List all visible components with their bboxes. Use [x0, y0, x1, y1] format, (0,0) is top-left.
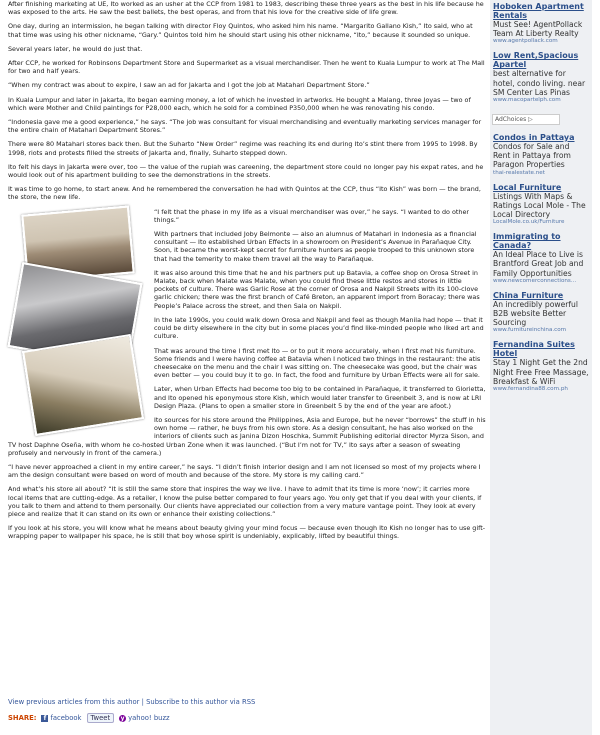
facebook-icon: f [41, 715, 48, 722]
ad-title[interactable]: Hoboken Apartment Rentals [493, 2, 584, 20]
sponsored-ad[interactable] [490, 131, 592, 181]
article-paragraph: It was time to go home, to start anew. And he remembered the conversation he had with Quintos at the CCP, thus “Ito Kish” was born — the brand, the store, the new life. [8, 185, 481, 202]
facebook-label: facebook [50, 714, 82, 722]
ad-url[interactable]: www.agentpollack.com [493, 38, 558, 45]
share-bar [8, 713, 170, 723]
ad-url[interactable]: thai-realestate.net [493, 169, 545, 176]
article-paragraph: In the late 1990s, you could walk down Orosa and Nakpil and feel as though Manila had hope — that it could be dirty elsewhere in the city but in some places you’d find like-minded people who liked art and culture. [154, 315, 484, 341]
article-paragraph: Ito sources for his store around the Philippines, Asia and Europe, but he never “borrows” the stuff in his own home — rather, he buys from his own store. As a design consultant, he has also worked on the interiors of clients such as Janina Dizon Hoschka, Summit Publishing editorial director Myrza Sison, and TV host Daphne Oseña, with whom he co-hosted Urban Zone when it was launched. (“But I’m not for TV,” Ito says after a season of sweating profusely and nervously in front of the camera.) [8, 415, 486, 457]
article-paragraph: Later, when Urban Effects had become too big to be contained in Parañaque, it transferred to Glorietta, and Ito opened his eponymous store Kish, which would later transfer to Greenbelt 3, and is now at LRI Design Plaza. (Plans to open a smaller store in Greenbelt 5 by the end of the year are afoot.) [154, 385, 486, 410]
ad-title[interactable]: Immigrating to Canada? [493, 232, 561, 251]
article-paragraph: “When my contract was about to expire, I saw an ad for Jakarta and I got the job at Matahari Department Store.” [8, 81, 370, 90]
subscribe-rss-link[interactable]: Subscribe to this author via RSS [146, 698, 256, 706]
ad-body: An Ideal Place to Live is Brantford Great Job and Family Opportunities [493, 250, 584, 278]
article-paragraph: Several years later, he would do just that. [8, 44, 143, 53]
article-paragraph: “Indonesia gave me a good experience,” he says. “The job was consultant for visual merchandising and eventually marketing services manager for the entire chain of Matahari Department Stores.” [8, 118, 482, 135]
view-previous-articles-link[interactable]: View previous articles from this author [8, 698, 140, 706]
article-paragraph: That was around the time I first met Ito — or to put it more accurately, when I first met his furniture. Some friends and I were having coffee at Batavia when I noticed two things in the restaurant: the atis cheesecake on the menu and the chair I was sitting on. The cheesecake was good, but the chair was even better — you could buy it to go. In fact, the food and furniture by Urban Effects were all for sale. [154, 346, 481, 380]
share-label: SHARE: [8, 714, 37, 722]
ad-url[interactable]: www.newcomerconnections... [493, 277, 577, 284]
sponsored-ad[interactable] [490, 49, 592, 108]
ad-url[interactable]: www.macopartelph.com [493, 97, 561, 104]
ad-body: Stay 1 Night Get the 2nd Night Free Free Massage, Breakfast & WiFi [493, 358, 589, 386]
ad-body: Must See! AgentPollack Team At Liberty Realty [493, 20, 583, 39]
article-paragraph: In Kuala Lumpur and later in Jakarta, Ito began earning money, a lot of which he invested in artworks. He bought a Malang, three Joyas — two of which were Mother and Child paintings for P28,000 each, which he sold for a combined P350,000 when he was renovating his condo. [8, 95, 471, 112]
ad-title[interactable]: Fernandina Suites Hotel [493, 340, 575, 359]
article-paragraph: With partners that included Joby Belmonte — also an alumnus of Matahari in Indonesia as a financial consultant — Ito established Urban Effects in a showroom on President’s Avenue in Parañaque City. Soon, it became the worst-kept secret for furniture hunters as people trooped to this unknown store that had the temerity to make them travel all the way to Parañaque. [154, 230, 477, 263]
ad-title[interactable]: Condos in Pattaya [493, 133, 575, 143]
furniture-photo [22, 334, 144, 436]
article-paragraph: After finishing marketing at UE, Ito worked as an usher at the CCP from 1981 to 1983, describing these three years as the best in his life because he was exposed to the arts. He saw the best ballets, the best operas, and from that his love for the creative side of life grew. [8, 0, 484, 17]
author-links [8, 698, 255, 706]
article-body [8, 0, 486, 547]
sponsored-ad[interactable] [490, 338, 592, 397]
ad-url[interactable]: www.fernandina88.com.ph [493, 386, 568, 393]
adchoices-badge[interactable]: AdChoices ▷ [492, 114, 560, 125]
ad-url[interactable]: LocalMole.co.uk/Furniture [493, 219, 565, 226]
article-paragraph: There were 80 Matahari stores back then. But the Suharto “New Order” regime was reaching its end during Ito’s stint there from 1995 to 1998. By 1998, riots and protests filled the streets of Jakarta and, finally, Suharto stepped down. [8, 140, 478, 157]
sponsored-ad[interactable] [490, 0, 592, 49]
yahoo-buzz-icon: y [120, 714, 125, 722]
ad-body: Listings With Maps & Ratings Local Mole - The Local Directory [493, 191, 586, 220]
ad-body: best alternative for hotel, condo living. near SM Center Las Pinas [493, 69, 586, 97]
ad-title[interactable]: Local Furniture [493, 182, 562, 192]
ad-url[interactable]: www.furnitureinchina.com [493, 327, 567, 334]
sponsored-ad[interactable] [490, 289, 592, 339]
article-paragraph: One day, during an intermission, he began talking with director Floy Quintos, who asked him his name. “Margarito Gallano Kish,” Ito said, who at that time was using his other nickname, “Gary.” Quintos told him he should start using his other nickname, “Ito,” because it sounded so unique. [8, 22, 473, 39]
article-paragraph: It was also around this time that he and his partners put up Batavia, a coffee shop on Orosa Street in Malate, back when Malate was Malate, when you could find these little restos and stores in little pockets of culture. There was Garlic Rose at the corner of Orosa and Nakpil Streets with its 100-clove garlic chicken; there was the first branch of Café Breton, an apparent import from Boracay; there was People’s Palace across the street, and then Sala on Nakpil. [154, 268, 480, 310]
article-paragraph: After CCP, he worked for Robinsons Department Store and Supermarket as a visual merchandiser. Then he went to Kuala Lumpur to work at The Mall for two and half years. [8, 59, 485, 76]
furniture-photo-collage [8, 208, 148, 438]
ad-sidebar [490, 0, 592, 735]
ad-title[interactable]: Low Rent,Spacious Apartel [493, 51, 579, 70]
yahoo-buzz-button[interactable] [119, 714, 169, 722]
link-separator: | [139, 698, 147, 706]
ad-body: An incredibly powerful B2B website Better Sourcing [493, 299, 578, 328]
sponsored-ad[interactable] [490, 181, 592, 231]
article-paragraph: Ito felt his days in Jakarta were over, too — the value of the rupiah was careening, the department store could no longer pay his expat rates, and he would look out of his apartment building to see the demonstrations in the streets. [8, 162, 484, 180]
sponsored-ad[interactable] [490, 230, 592, 289]
ad-body: Condos for Sale and Rent in Pattaya from Paragon Properties [493, 142, 571, 170]
ad-title[interactable]: China Furniture [493, 290, 564, 300]
article-paragraph: “I have never approached a client in my entire career,” he says. “I didn’t finish interior design and I am not licensed so most of my projects where I am the design consultant were based on word of mouth and because of the store. My store is my calling card.” [8, 462, 481, 480]
facebook-share-button[interactable] [41, 714, 81, 722]
article-paragraph: “I felt that the phase in my life as a visual merchandiser was over,” he says. “I wanted to do other things.” [154, 207, 470, 224]
article-paragraph: If you look at his store, you will know what he means about beauty giving your mind focus — because even though Ito Kish no longer has to use gift-wrapping paper to wallpaper his space, he is still that boy whose spirit is undeniably, explicably, lifted by beautiful things. [8, 524, 486, 541]
tweet-button[interactable]: Tweet [87, 713, 115, 723]
article-paragraph: And what’s his store all about? “It is still the same store that inspires the way we live. I have to admit that its time is more ‘now’; it carries more local items that are cutting-edge. As a retailer, I know the pulse better compared to four years ago. You only get that if you deal with your clients, if you talk to them and attend to them personally. Our clients have appreciated our collection from a very mature vantage point. They look at every piece and realize that it can stand on its own or enhance their existing collections.” [8, 485, 482, 518]
yahoo-buzz-label: yahoo! buzz [128, 714, 170, 722]
